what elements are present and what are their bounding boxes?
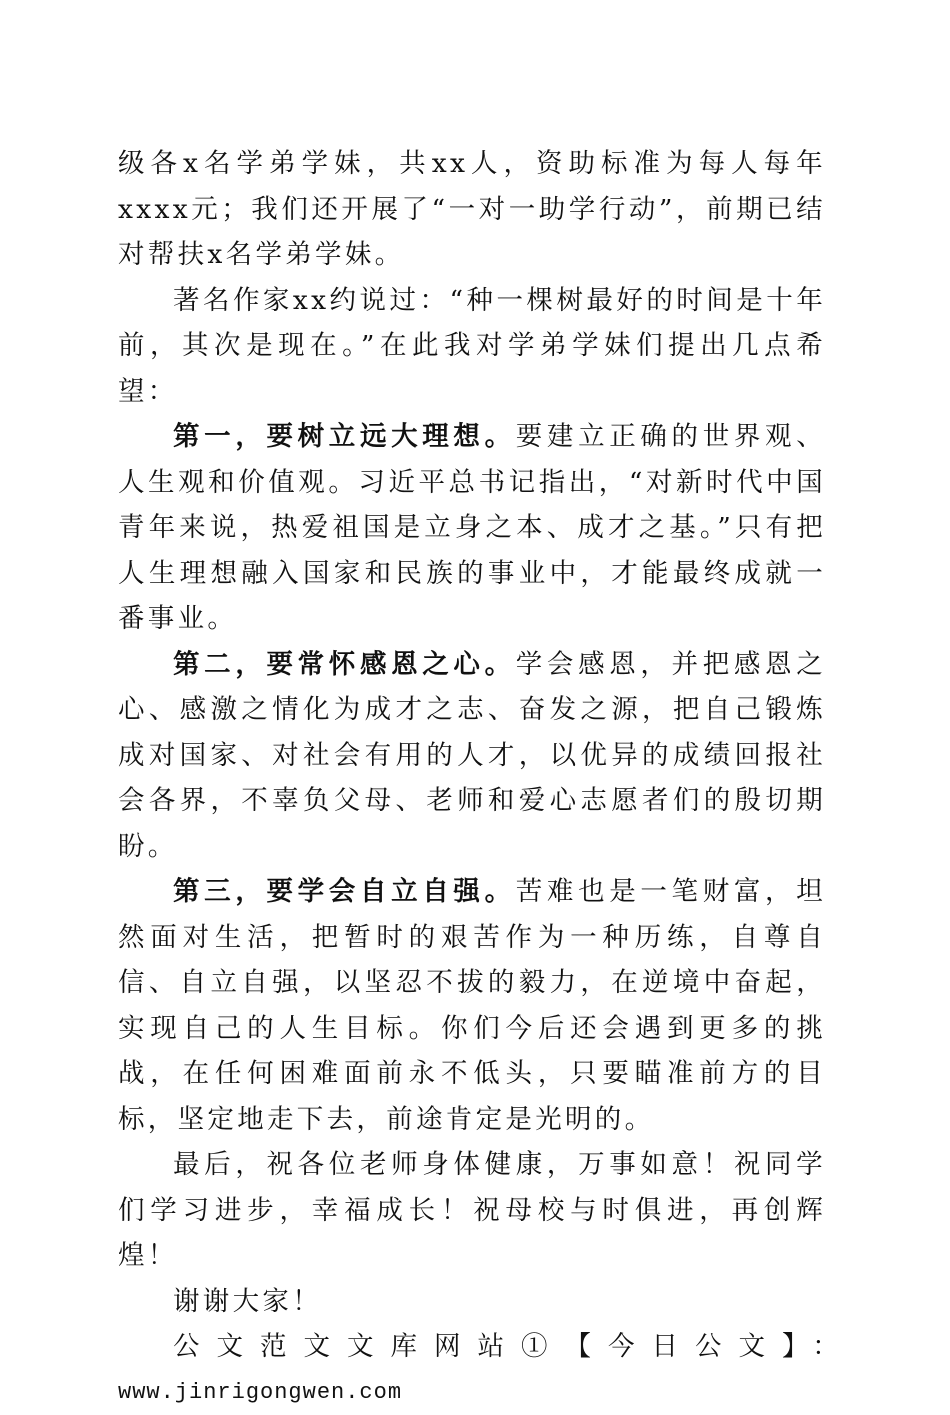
paragraph-thanks xyxy=(118,1279,826,1325)
paragraph-text: 级各x名学弟学妹，共xx人，资助标准为每人每年xxxx元；我们还开展了“一对一助学行动”，前期已结对帮扶x名学弟学妹。 xyxy=(118,148,826,270)
paragraph-closing-wishes xyxy=(118,1142,826,1279)
footer-site-label: 公文范文文库网站①【今日公文】： xyxy=(118,1324,826,1370)
paragraph-text: 学会感恩，并把感恩之心、感激之情化为成才之志、奋发之源，把自己锻炼成对国家、对社会有用的人才，以优异的成绩回报社会各界，不辜负父母、老师和爱心志愿者们的殷切期盼。 xyxy=(118,649,826,862)
paragraph-hope-second xyxy=(118,642,826,870)
paragraph-hope-first xyxy=(118,414,826,642)
paragraph-quote-intro xyxy=(118,278,826,415)
paragraph-lead: 第一，要树立远大理想。 xyxy=(173,421,516,452)
document-page xyxy=(118,141,826,1415)
paragraph-lead: 第二，要常怀感恩之心。 xyxy=(173,649,516,680)
paragraph-text: 要建立正确的世界观、人生观和价值观。习近平总书记指出，“对新时代中国青年来说，热爱祖国是立身之本、成才之基。”只有把人生理想融入国家和民族的事业中，才能最终成就一番事业。 xyxy=(118,421,826,634)
paragraph-hope-third xyxy=(118,869,826,1142)
paragraph-text: 著名作家xx约说过：“种一棵树最好的时间是十年前，其次是现在。”在此我对学弟学妹们提出几点希望： xyxy=(118,285,826,407)
paragraph-lead: 第三，要学会自立自强。 xyxy=(173,876,516,907)
paragraph-text: 最后，祝各位老师身体健康，万事如意！祝同学们学习进步，幸福成长！祝母校与时俱进，再创辉煌！ xyxy=(118,1149,826,1271)
paragraph-text: 谢谢大家！ xyxy=(173,1286,322,1317)
footer-site-url[interactable]: www.jinrigongwen.com xyxy=(118,1370,826,1415)
paragraph-text: 苦难也是一笔财富，坦然面对生活，把暂时的艰苦作为一种历练，自尊自信、自立自强，以坚忍不拔的毅力，在逆境中奋起，实现自己的人生目标。你们今后还会遇到更多的挑战，在任何困难面前永不低头，只要瞄准前方的目标，坚定地走下去，前途肯定是光明的。 xyxy=(118,876,826,1135)
paragraph-funding-summary xyxy=(118,141,826,278)
